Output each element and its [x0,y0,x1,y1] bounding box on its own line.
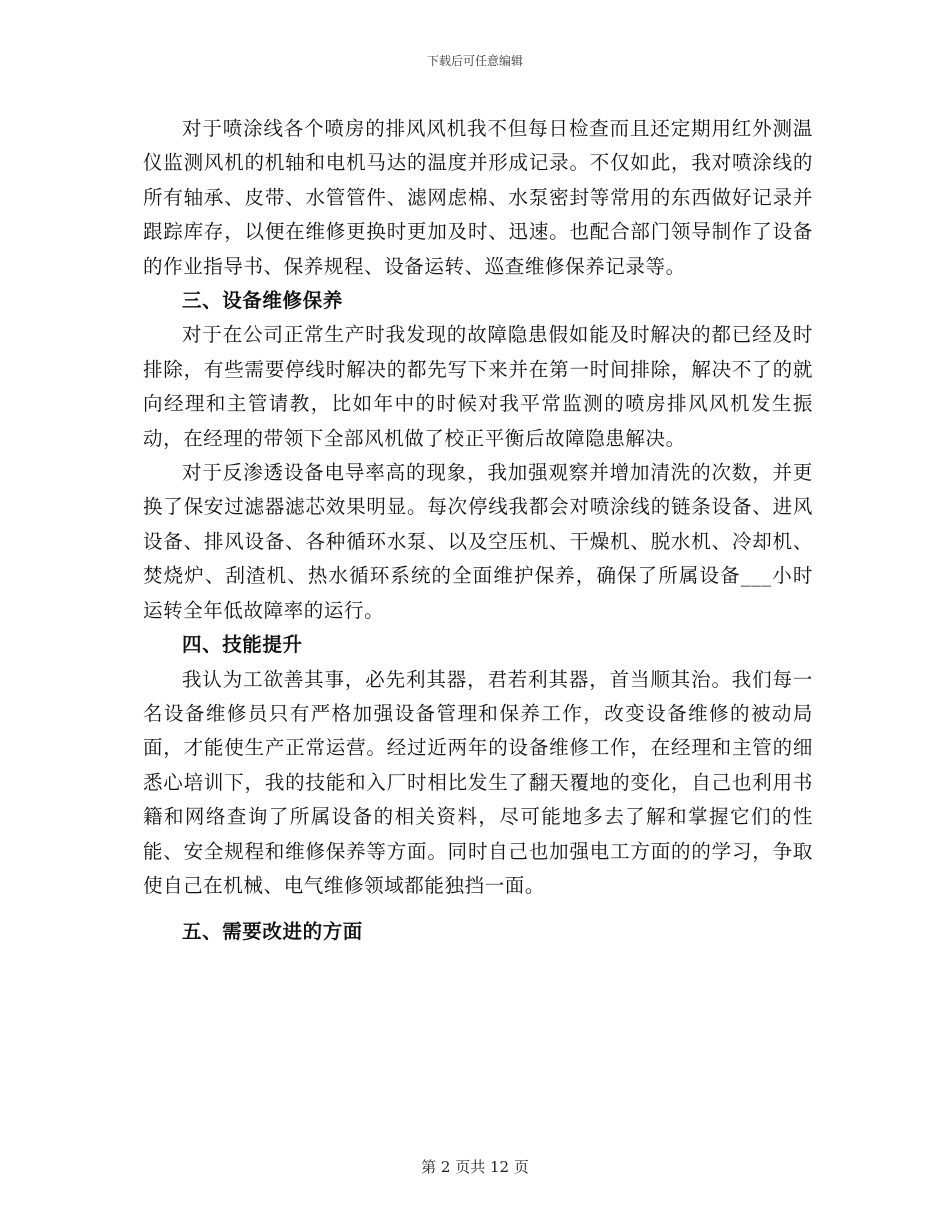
paragraph-fan-inspection: 对于喷涂线各个喷房的排风风机我不但每日检查而且还定期用红外测温仪监测风机的机轴和电机马达的温度并形成记录。不仅如此，我对喷涂线的所有轴承、皮带、水管管件、滤网虑棉、水泵密封等常用的东西做好记录并跟踪库存，以便在维修更换时更加及时、迅速。也配合部门领导制作了设备的作业指导书、保养规程、设备运转、巡查维修保养记录等。 [143,117,813,278]
section-heading-improvements: 五、需要改进的方面 [182,920,363,944]
paragraph-skill-improvement: 我认为工欲善其事，必先利其器，君若利其器，首当顺其治。我们每一名设备维修员只有严格加强设备管理和保养工作，改变设备维修的被动局面，才能使生产正常运营。经过近两年的设备维修工作，在经理和主管的细悉心培训下，我的技能和入厂时相比发生了翻天覆地的变化，自己也利用书籍和网络查询了所属设备的相关资料，尽可能地多去了解和掌握它们的性能、安全规程和维修保养等方面。同时自己也加强电工方面的的学习，争取使自己在机械、电气维修领域都能独挡一面。 [143,667,813,897]
page-number: 第 2 页共 12 页 [421,1158,529,1176]
section-heading-maintenance: 三、设备维修保养 [182,289,343,313]
paragraph-fault-handling: 对于在公司正常生产时我发现的故障隐患假如能及时解决的都已经及时排除，有些需要停线时解决的都先写下来并在第一时间排除，解决不了的就向经理和主管请教，比如年中的时候对我平常监测的喷房排风风机发生振动，在经理的带领下全部风机做了校正平衡后故障隐患解决。 [143,323,813,450]
document-body [143,112,813,950]
page-header: 下载后可任意编辑 [426,54,523,68]
section-heading-skills: 四、技能提升 [182,633,303,657]
paragraph-reverse-osmosis: 对于反渗透设备电导率高的现象，我加强观察并增加清洗的次数，并更换了保安过滤器滤芯效果明显。每次停线我都会对喷涂线的链条设备、进风设备、排风设备、各种循环水泵、以及空压机、干燥机、脱水机、冷却机、焚烧炉、刮渣机、热水循环系统的全面维护保养，确保了所属设备___小时运转全年低故障率的运行。 [143,461,813,622]
